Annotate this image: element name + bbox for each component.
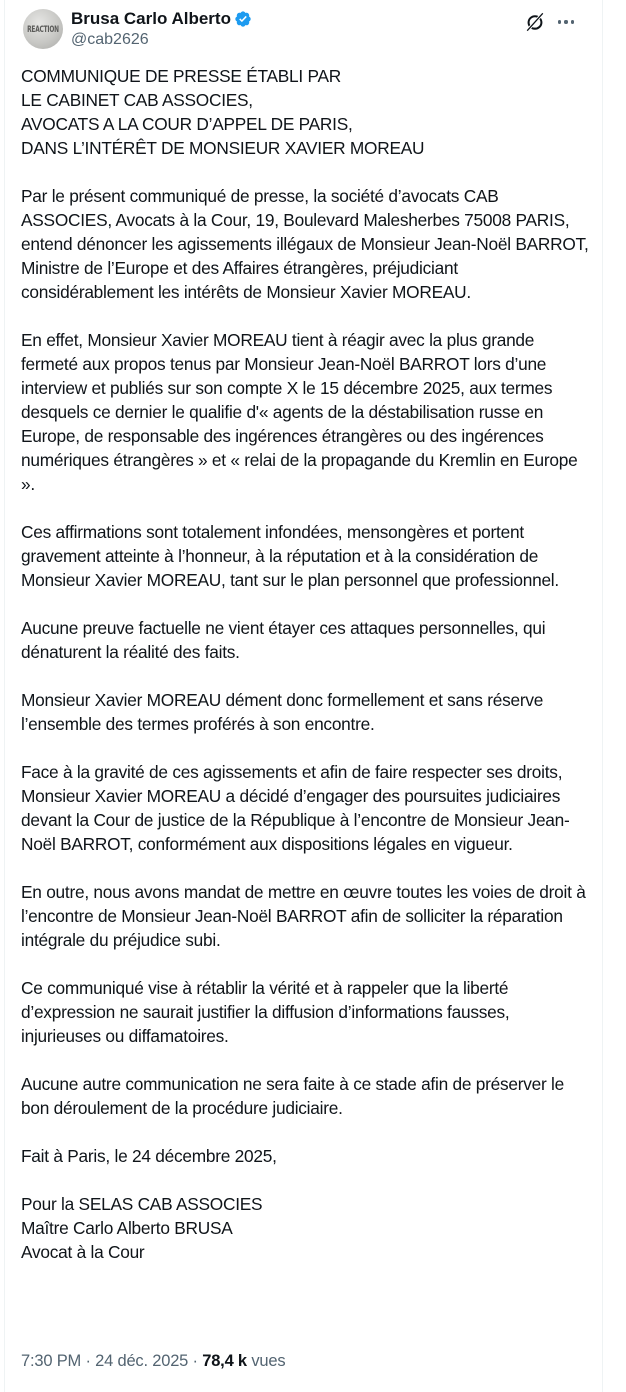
headline-line: AVOCATS A LA COUR D’APPEL DE PARIS, [21,114,353,134]
paragraph: Aucune autre communication ne sera faite à ce stade afin de préserver le bon déroulement de la procédure judiciaire. [21,1074,564,1118]
paragraph: Monsieur Xavier MOREAU dément donc formellement et sans réserve l’ensemble des termes proférés à son encontre. [21,690,544,734]
signature-line: Avocat à la Cour [21,1242,145,1262]
paragraph: En outre, nous avons mandat de mettre en œuvre toutes les voies de droit à l’encontre de Monsieur Jean-Noël BARROT afin de solliciter la réparation intégrale du préjudice subi. [21,882,586,950]
meta-separator: · [192,1352,198,1370]
more-options-icon[interactable] [554,11,578,33]
paragraph: Fait à Paris, le 24 décembre 2025, [21,1146,277,1166]
tweet-text [21,64,591,1264]
paragraph: Ce communiqué vise à rétablir la vérité et à rappeler que la liberté d’expression ne saurait justifier la diffusion d’informations fausses, injurieuses ou diffamatoires. [21,978,510,1046]
headline-line: LE CABINET CAB ASSOCIES, [21,90,253,110]
verified-badge-icon [234,10,252,28]
signature-line: Maître Carlo Alberto BRUSA [21,1218,233,1238]
display-name[interactable]: Brusa Carlo Alberto [71,9,231,28]
avatar[interactable] [23,9,63,49]
tweet-header [23,8,584,52]
grok-icon[interactable] [524,11,546,33]
headline-line: DANS L’INTÉRÊT DE MONSIEUR XAVIER MOREAU [21,138,425,158]
tweet-card [4,0,603,1392]
paragraph: Aucune preuve factuelle ne vient étayer ces attaques personnelles, qui dénaturent la réalité des faits. [21,618,546,662]
meta-separator: · [85,1352,91,1370]
paragraph: Face à la gravité de ces agissements et afin de faire respecter ses droits, Monsieur Xavier MOREAU a décidé d’engager des poursuites judiciaires devant la Cour de justice de la République à l’encontre de Monsieur Jean-Noël BARROT, conformément aux dispositions légales en vigueur. [21,762,570,854]
paragraph: En effet, Monsieur Xavier MOREAU tient à réagir avec la plus grande fermeté aux propos tenus par Monsieur Jean-Noël BARROT lors d’une interview et publiés sur son compte X le 15 décembre 2025, aux termes desquels ce dernier le qualifie d'« agents de la déstabilisation russe en Europe, de responsable des ingérences étrangères ou des ingérences numériques étrangères » et « relai de la propagande du Kremlin en Europe ». [21,330,578,494]
post-time[interactable]: 7:30 PM [21,1352,82,1370]
paragraph: Par le présent communiqué de presse, la société d’avocats CAB ASSOCIES, Avocats à la Cour, 19, Boulevard Malesherbes 75008 PARIS, entend dénoncer les agissements illégaux de Monsieur Jean-Noël BARROT, Ministre de l’Europe et des Affaires étrangères, préjudiciant considérablement les intérêts de Monsieur Xavier MOREAU. [21,186,589,302]
tweet-meta [21,1352,285,1371]
handle[interactable]: @cab2626 [71,31,149,48]
post-date[interactable]: 24 déc. 2025 [95,1352,189,1370]
headline-line: COMMUNIQUE DE PRESSE ÉTABLI PAR [21,66,342,86]
views-label: vues [251,1352,286,1370]
author-info [71,8,252,50]
signature-line: Pour la SELAS CAB ASSOCIES [21,1194,263,1214]
avatar-text: REACTION [27,23,59,35]
paragraph: Ces affirmations sont totalement infondées, mensongères et portent gravement atteinte à l’honneur, à la réputation et à la considération de Monsieur Xavier MOREAU, tant sur le plan personnel que professionnel. [21,522,559,590]
views-count: 78,4 k [202,1352,247,1370]
